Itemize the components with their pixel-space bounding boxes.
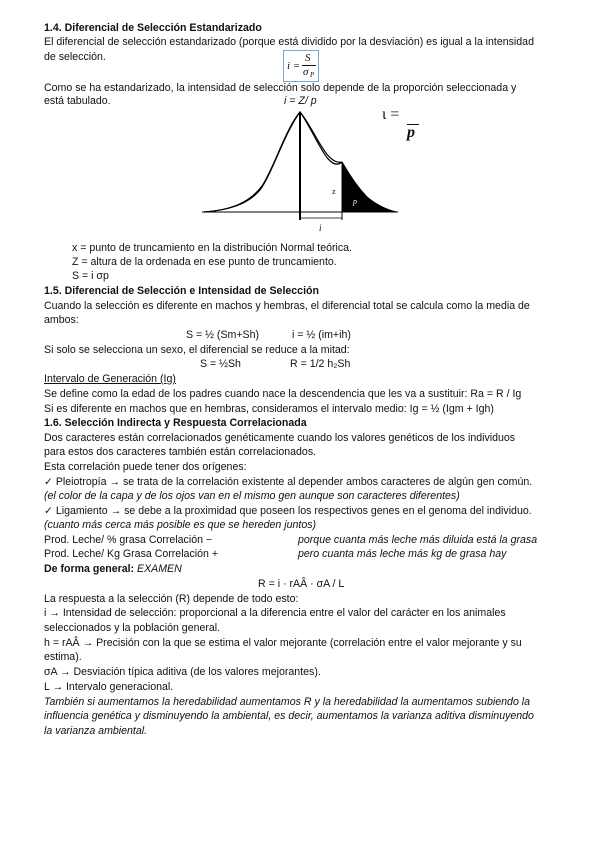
normal-curve-left bbox=[204, 112, 342, 212]
def-s: S = i σp bbox=[72, 270, 109, 282]
big-formula-i: ι = bbox=[382, 106, 400, 123]
eq-i-half: i = ½ (im+ih) bbox=[292, 329, 351, 341]
s15-paragraph-2: Si solo se selecciona un sexo, el diferencial se reduce a la mitad: bbox=[44, 344, 350, 356]
pleiotropy-line: ✓ Pleiotropía → se trata de la correlación existente al depender ambos caracteres de algún gen común. bbox=[44, 476, 533, 488]
s16-paragraph-2: Esta correlación puede tener dos orígenes: bbox=[44, 461, 247, 473]
def-i-a: i → Intensidad de selección: proporcional a la diferencia entre el valor del carácter en los animales bbox=[44, 607, 506, 619]
s14-paragraph-2a: Como se ha estandarizado, la intensidad de selección solo depende de la proporción seleccionada y bbox=[44, 82, 517, 94]
def-i-b: seleccionados y la población general. bbox=[44, 622, 221, 634]
graph-label-p: p bbox=[353, 197, 357, 206]
interval-line-1: Se define como la edad de los padres cuando nace la descendencia que les va a sustituir: Ra = R / Ig bbox=[44, 388, 522, 400]
prod-grasa-kg-note: pero cuanta más leche más kg de grasa hay bbox=[298, 548, 507, 560]
s14-paragraph-2b: está tabulado. bbox=[44, 95, 111, 107]
final-note-2: influencia genética y disminuyendo la ambiental, es decir, aumentamos la varianza aditiva disminuyendo bbox=[44, 710, 534, 722]
general-form-line bbox=[44, 563, 182, 576]
prod-grasa-kg: Prod. Leche/ Kg Grasa Correlación + bbox=[44, 548, 219, 560]
formula-sub-p: P bbox=[310, 71, 315, 79]
def-z: Z = altura de la ordenada en ese punto de truncamiento. bbox=[72, 256, 337, 268]
normal-curve-graph bbox=[200, 108, 400, 238]
s16-paragraph-1a: Dos caracteres están correlacionados genéticamente cuando los valores genéticos de los individuos bbox=[44, 432, 516, 444]
s16-paragraph-1b: para estos dos caracteres también están correlacionados. bbox=[44, 446, 317, 458]
s15-paragraph-1b: ambos: bbox=[44, 314, 79, 326]
formula-sigma: σ bbox=[303, 66, 309, 78]
section-1-6-title: 1.6. Selección Indirecta y Respuesta Correlacionada bbox=[44, 417, 307, 429]
s14-paragraph-1b: de selección. bbox=[44, 51, 106, 63]
interval-title: Intervalo de Generación (Ig) bbox=[44, 373, 176, 385]
interval-line-2: Si es diferente en machos que en hembras, consideramos el intervalo medio: Ig = ½ (Igm + Igh) bbox=[44, 403, 494, 415]
formula-box bbox=[283, 50, 319, 82]
formula-i-z-p: i = Z/ p bbox=[284, 95, 317, 107]
final-note-3: la varianza ambiental. bbox=[44, 725, 148, 737]
final-note-1: También si aumentamos la heredabilidad aumentamos R y la heredabilidad la aumentamos subiendo la bbox=[44, 696, 531, 708]
def-h-a: h = rAÂ → Precisión con la que se estima el valor mejorante (correlación entre el valor mejorante y su bbox=[44, 637, 522, 649]
s14-paragraph-1a: El diferencial de selección estandarizado (porque está dividido por la desviación) es igual a la intensidad bbox=[44, 36, 534, 48]
pleiotropy-example: (el color de la capa y de los ojos van en el mismo gen aunque son caracteres diferentes) bbox=[44, 490, 460, 502]
def-x: x = punto de truncamiento en la distribución Normal teórica. bbox=[72, 242, 352, 254]
exam-tag: EXAMEN bbox=[137, 563, 182, 575]
linkage-example: (cuanto más cerca más posible es que se hereden juntos) bbox=[44, 519, 317, 531]
s15-paragraph-1a: Cuando la selección es diferente en machos y hembras, el diferencial total se calcula como la media de bbox=[44, 300, 530, 312]
linkage-line: ✓ Ligamiento → se debe a la proximidad que poseen los respectivos genes en el genoma del individuo. bbox=[44, 505, 532, 517]
general-form-label: De forma general: bbox=[44, 563, 135, 575]
formula-i: i = bbox=[287, 60, 301, 72]
graph-label-z: z bbox=[332, 187, 336, 196]
section-1-4-title: 1.4. Diferencial de Selección Estandarizado bbox=[44, 22, 262, 34]
def-h-b: estima). bbox=[44, 651, 82, 663]
prod-grasa-pct-note: porque cuanta más leche más diluida está la grasa bbox=[298, 534, 538, 546]
response-equation: R = i · rAÂ · σA / L bbox=[258, 578, 345, 590]
big-formula-p: p bbox=[407, 124, 415, 141]
eq-s-half: S = ½ (Sm+Sh) bbox=[186, 329, 260, 341]
prod-grasa-pct: Prod. Leche/ % grasa Correlación − bbox=[44, 534, 213, 546]
response-intro: La respuesta a la selección (R) depende de todo esto: bbox=[44, 593, 299, 605]
graph-label-i: i bbox=[319, 223, 322, 233]
def-sigma: σA → Desviación típica aditiva (de los valores mejorantes). bbox=[44, 666, 321, 678]
eq-s-sh: S = ½Sh bbox=[200, 358, 241, 370]
formula-s: S bbox=[305, 52, 311, 64]
section-1-5-title: 1.5. Diferencial de Selección e Intensidad de Selección bbox=[44, 285, 319, 297]
shaded-tail bbox=[342, 162, 396, 212]
def-l: L → Intervalo generacional. bbox=[44, 681, 174, 693]
eq-r-h2sh: R = 1/2 h₂Sh bbox=[290, 358, 351, 370]
